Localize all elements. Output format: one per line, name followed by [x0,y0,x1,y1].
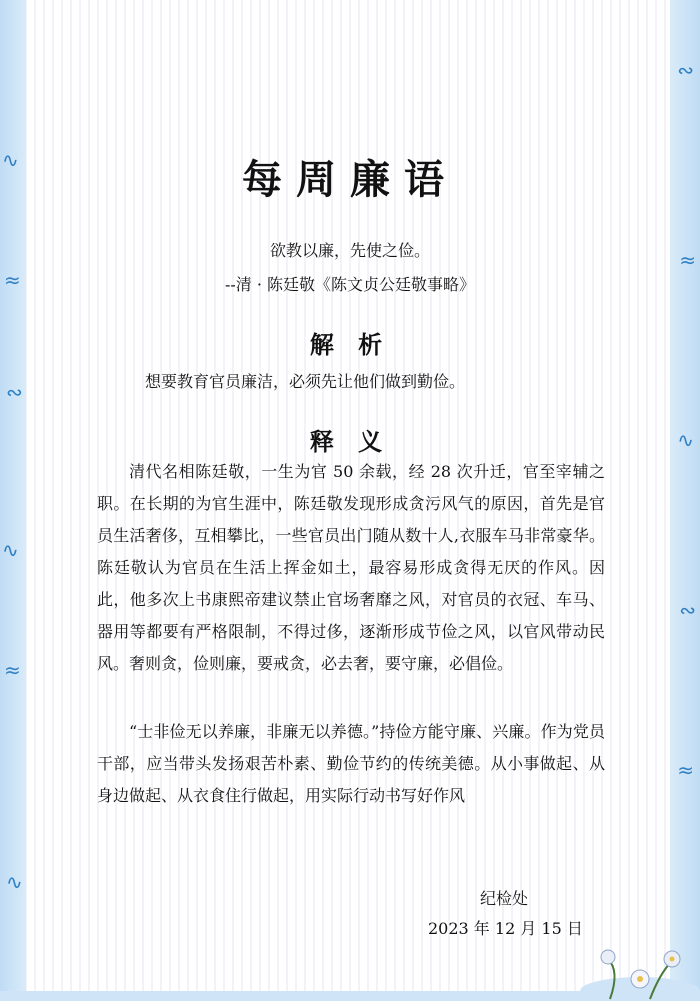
quote-source: --清 · 陈廷敬《陈文贞公廷敬事略》 [224,275,476,294]
signature-department: 纪检处 [480,889,529,908]
swirl-icon: ∿ [2,538,19,562]
meaning-paragraph: “士非俭无以养廉，非廉无以养德。”持俭方能守廉、兴廉。作为党员干部，应当带头发扬艰苦朴素、勤俭节约的传统美德。从小事做起、从身边做起、从衣食住行做起，用实际行动书写好作风 [97,722,605,805]
swirl-icon: ∾ [6,380,23,404]
swirl-icon: ≈ [679,248,696,272]
swirl-icon: ∾ [679,598,696,622]
swirl-icon: ∿ [6,870,23,894]
swirl-icon: ≈ [677,758,694,782]
swirl-icon: ≈ [4,658,21,682]
flower-decoration-icon [580,921,700,1001]
swirl-icon: ∿ [2,148,19,172]
swirl-icon: ≈ [4,268,21,292]
swirl-icon: ∾ [677,58,694,82]
analysis-text: 想要教育官员廉洁，必须先让他们做到勤俭。 [145,372,466,391]
meaning-paragraph: 清代名相陈廷敬，一生为官 50 余载，经 28 次升迁，官至宰辅之职。在长期的为官生涯中，陈廷敬发现形成贪污风气的原因，首先是官员生活奢侈，互相攀比，一些官员出门随从数十人,衣服车马非常豪华。陈廷敬认为官员在生活上挥金如土，最容易形成贪得无厌的作风。因此，他多次上书康熙帝建议禁止官场奢靡之风，对官员的衣冠、车马、器用等都要有严格限制，不得过侈，逐渐形成节俭之风，以官风带动民风。奢则贪，俭则廉，要戒贪，必去奢，要守廉，必倡俭。 [97,462,605,673]
page-title: 每周廉语 [242,157,458,203]
analysis-heading: 解 析 [309,331,391,359]
signature-date: 2023 年 12 月 15 日 [428,919,583,938]
swirl-icon: ∿ [677,428,694,452]
meaning-heading: 释 义 [309,428,391,456]
quote-text: 欲教以廉，先使之俭。 [269,241,430,260]
